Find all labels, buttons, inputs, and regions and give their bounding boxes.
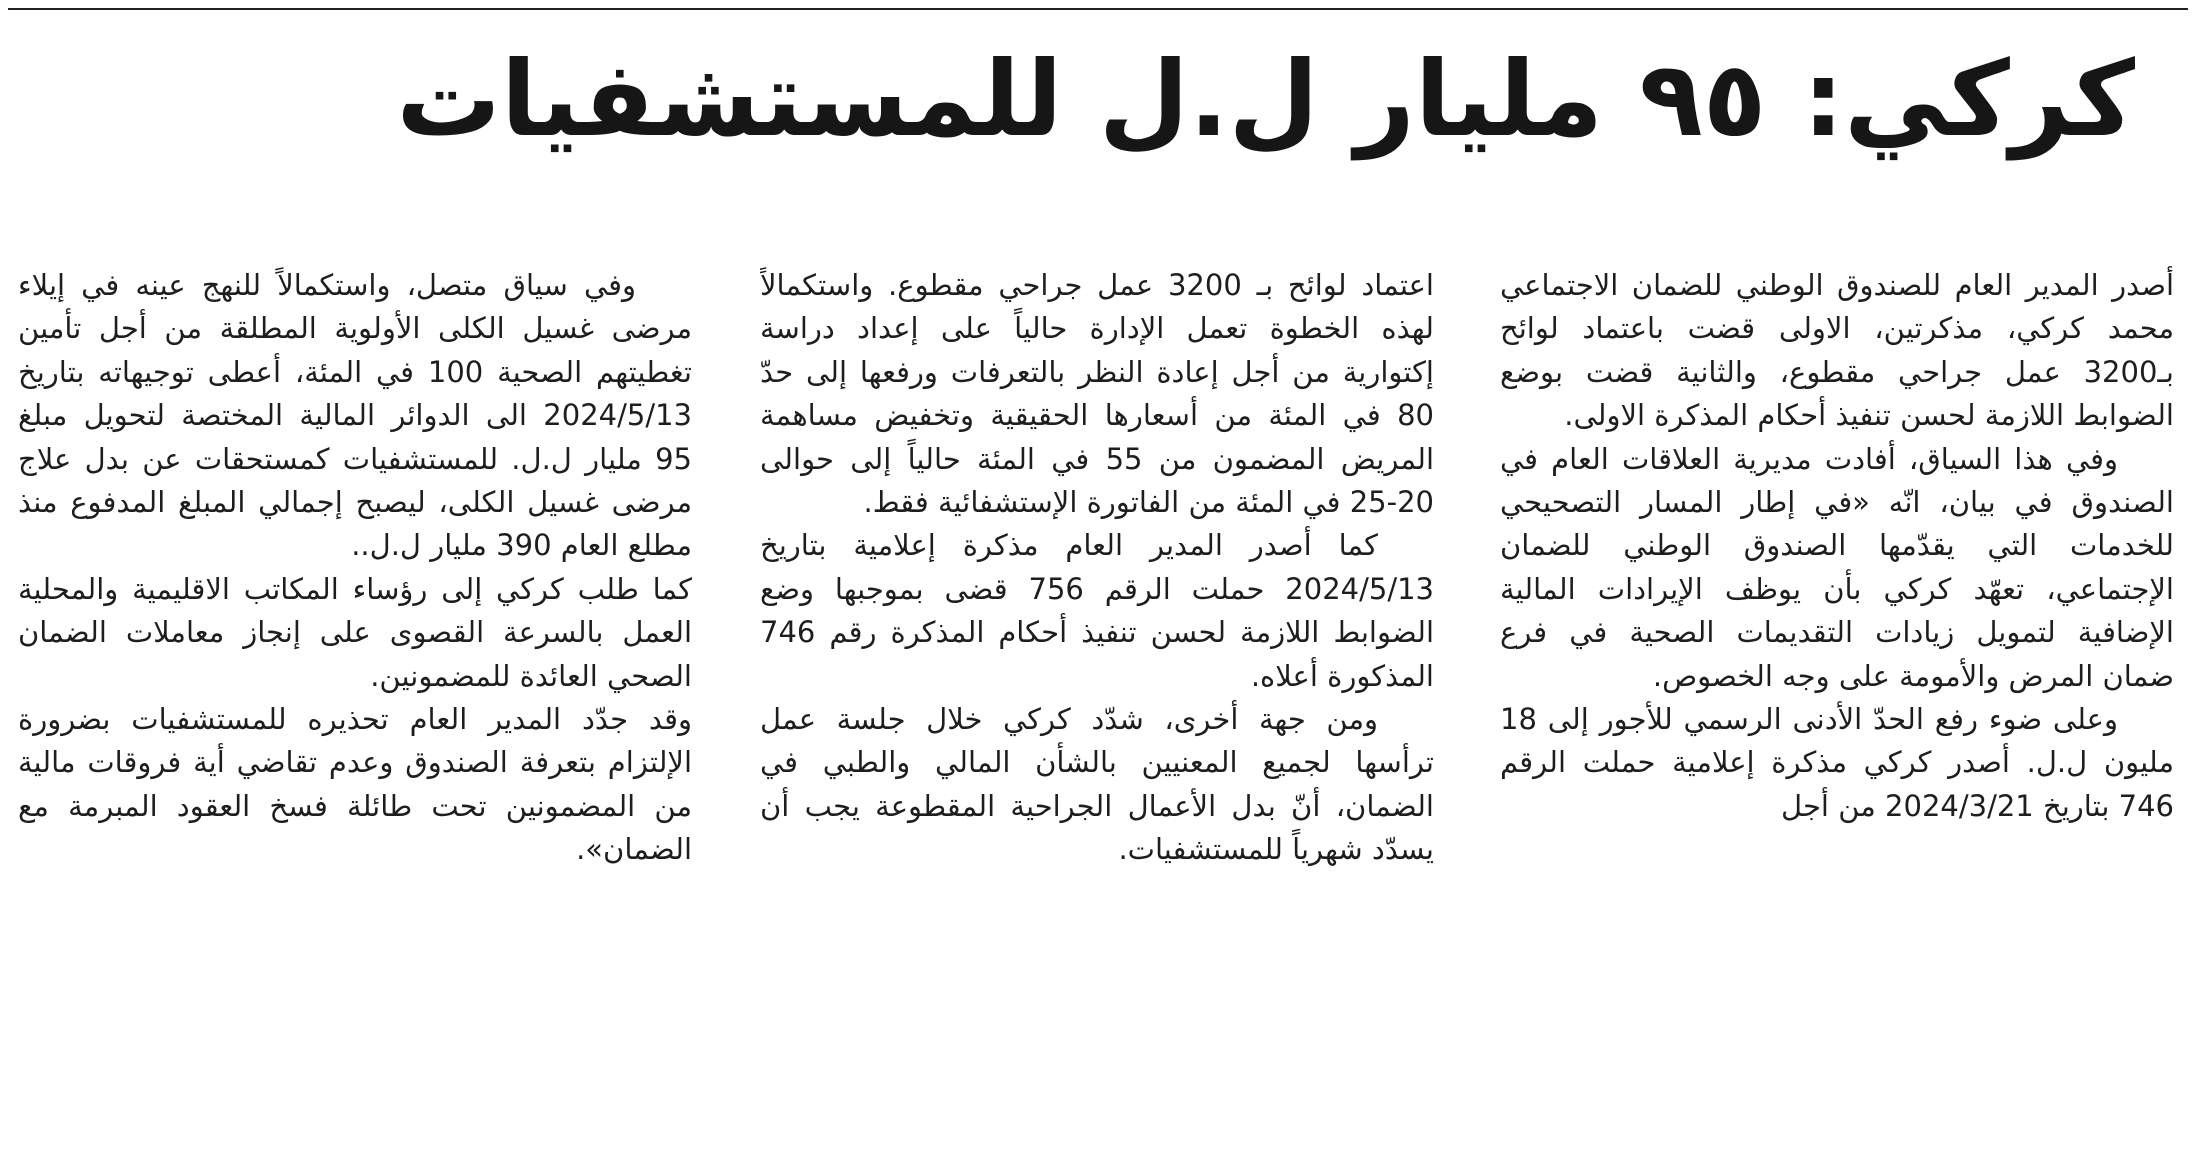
paragraph: اعتماد لوائح بـ 3200 عمل جراحي مقطوع. واستكمالاً لهذه الخطوة تعمل الإدارة حالياً على إعداد دراسة إكتوارية من أجل إعادة النظر بالتعرفات ورفعها إلى حدّ 80 في المئة من أسعارها الحقيقية وتخفيض مساهمة المريض المضمون من 55 في المئة حالياً إلى حوالى 20-25 في المئة من الفاتورة الإستشفائية فقط. (760, 268, 1434, 520)
paragraph: كما أصدر المدير العام مذكرة إعلامية بتاريخ 2024/5/13 حملت الرقم 756 قضى بموجبها وضع الضوابط اللازمة لحسن تنفيذ أحكام المذكرة رقم 746 المذكورة أعلاه. (760, 528, 1434, 693)
paragraph: وفي سياق متصل، واستكمالاً للنهج عينه في إيلاء مرضى غسيل الكلى الأولوية المطلقة من أجل تأمين تغطيتهم الصحية 100 في المئة، أعطى توجيهاته بتاريخ 2024/5/13 الى الدوائر المالية المختصة لتحويل مبلغ 95 مليار ل.ل. للمستشفيات كمستحقات عن بدل علاج مرضى غسيل الكلى، ليصبح إجمالي المبلغ المدفوع منذ مطلع العام 390 مليار ل.ل.. (18, 268, 692, 563)
paragraph: كما طلب كركي إلى رؤساء المكاتب الاقليمية والمحلية العمل بالسرعة القصوى على إنجاز معاملات الضمان الصحي العائدة للمضمونين. (18, 571, 692, 693)
paragraph: وعلى ضوء رفع الحدّ الأدنى الرسمي للأجور إلى 18 مليون ل.ل. أصدر كركي مذكرة إعلامية حملت الرقم 746 بتاريخ 2024/3/21 من أجل (1500, 702, 2174, 823)
paragraph: وفي هذا السياق، أفادت مديرية العلاقات العام في الصندوق في بيان، انّه «في إطار المسار التصحيحي للخدمات التي يقدّمها الصندوق الوطني للضمان الإجتماعي، تعهّد كركي بأن يوظف الإيرادات المالية الإضافية لتمويل زيادات التقديمات الصحية في فرع ضمان المرض والأمومة على وجه الخصوص. (1500, 441, 2174, 693)
article-column-middle (760, 264, 1434, 1064)
paragraph: أصدر المدير العام للصندوق الوطني للضمان الاجتماعي محمد كركي، مذكرتين، الاولى قضت باعتماد لوائح بـ3200 عمل جراحي مقطوع، والثانية قضت بوضع الضوابط اللازمة لحسن تنفيذ أحكام المذكرة الاولى. (1500, 268, 2174, 433)
headline: كركي: ٩٥ مليار ل.ل للمستشفيات (396, 38, 2135, 160)
article-column-right (1500, 264, 2174, 1064)
top-rule (8, 8, 2188, 10)
article-column-left (18, 264, 692, 1064)
paragraph: وقد جدّد المدير العام تحذيره للمستشفيات بضرورة الإلتزام بتعرفة الصندوق وعدم تقاضي أية فروقات مالية من المضمونين تحت طائلة فسخ العقود المبرمة مع الضمان». (18, 702, 692, 867)
paragraph: ومن جهة أخرى، شدّد كركي خلال جلسة عمل ترأسها لجميع المعنيين بالشأن المالي والطبي في الضمان، أنّ بدل الأعمال الجراحية المقطوعة يجب أن يسدّد شهرياً للمستشفيات. (760, 702, 1434, 867)
article-body (18, 264, 2174, 1064)
